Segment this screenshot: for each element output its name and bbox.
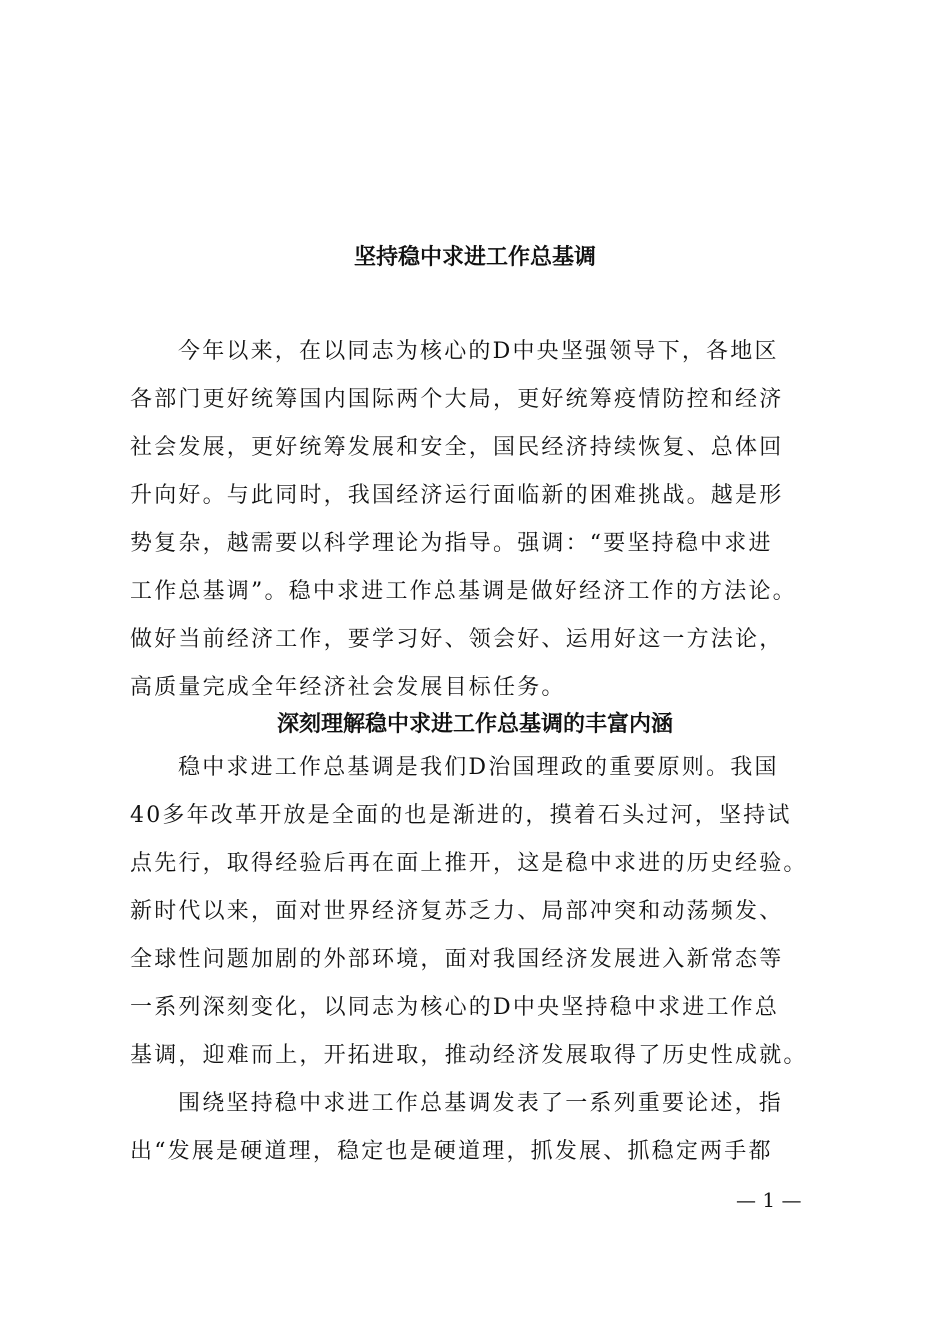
document-title: 坚持稳中求进工作总基调 xyxy=(353,244,596,270)
paragraph-1-line-5: 势复杂，越需要以科学理论为指导。强调：“要坚持稳中求进 xyxy=(130,531,773,556)
paragraph-3-line-1: 围绕坚持稳中求进工作总基调发表了一系列重要论述，指 xyxy=(178,1091,784,1116)
paragraph-1-line-2: 各部门更好统筹国内国际两个大局，更好统筹疫情防控和经济 xyxy=(130,387,784,412)
paragraph-2-line-5: 全球性问题加剧的外部环境，面对我国经济发展进入新常态等 xyxy=(130,947,784,972)
paragraph-1-line-4: 升向好。与此同时，我国经济运行面临新的困难挑战。越是形 xyxy=(130,483,784,508)
paragraph-1-line-6: 工作总基调”。稳中求进工作总基调是做好经济工作的方法论。 xyxy=(130,579,797,604)
paragraph-1-line-8: 高质量完成全年经济社会发展目标任务。 xyxy=(130,675,566,700)
paragraph-1-line-3: 社会发展，更好统筹发展和安全，国民经济持续恢复、总体回 xyxy=(130,435,784,460)
paragraph-3-line-2: 出“发展是硬道理，稳定也是硬道理，抓发展、抓稳定两手都 xyxy=(130,1139,773,1164)
page-number: — 1 — xyxy=(736,1188,802,1212)
paragraph-2-line-3: 点先行，取得经验后再在面上推开，这是稳中求进的历史经验。 xyxy=(130,851,808,876)
paragraph-1-line-1: 今年以来，在以同志为核心的D中央坚强领导下，各地区 xyxy=(178,339,779,364)
paragraph-2-line-2: 40多年改革开放是全面的也是渐进的，摸着石头过河，坚持试 xyxy=(130,803,792,828)
paragraph-2-line-7: 基调，迎难而上，开拓进取，推动经济发展取得了历史性成就。 xyxy=(130,1043,808,1068)
section-heading: 深刻理解稳中求进工作总基调的丰富内涵 xyxy=(276,711,673,737)
paragraph-2-line-6: 一系列深刻变化，以同志为核心的D中央坚持稳中求进工作总 xyxy=(130,995,780,1020)
paragraph-1-line-7: 做好当前经济工作，要学习好、领会好、运用好这一方法论， xyxy=(130,627,784,652)
paragraph-2-line-4: 新时代以来，面对世界经济复苏乏力、局部冲突和动荡频发、 xyxy=(130,899,784,924)
paragraph-2-line-1: 稳中求进工作总基调是我们D治国理政的重要原则。我国 xyxy=(178,755,779,780)
